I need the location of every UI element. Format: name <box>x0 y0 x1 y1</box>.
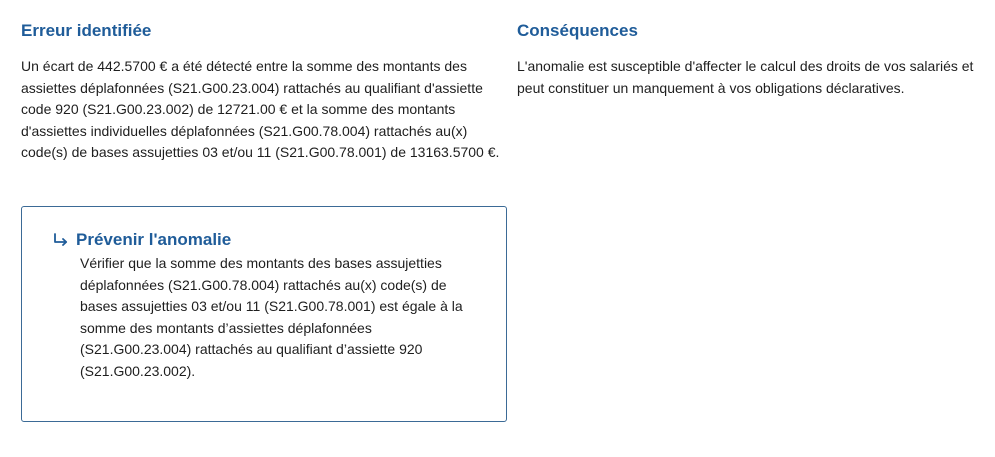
consequences-section <box>517 20 989 99</box>
prevent-anomaly-title: Prévenir l'anomalie <box>76 230 232 249</box>
error-title: Erreur identifiée <box>21 21 152 40</box>
prevent-anomaly-content <box>55 229 475 383</box>
prevent-anomaly-header <box>51 229 475 251</box>
error-section <box>21 20 511 164</box>
prevent-anomaly-description: Vérifier que la somme des montants des bases assujetties déplafonnées (S21.G00.78.004) rattachés au(x) code(s) de bases assujetties 03 et/ou 11 (S21.G00.78.001) est égale à la somme des montants d’assiettes déplafonnées (S21.G00.23.004) rattachés au qualifiant d’assiette 920 (S21.G00.23.002). <box>80 255 463 379</box>
consequences-description: L'anomalie est susceptible d'affecter le calcul des droits de vos salariés et peut constituer un manquement à vos obligations déclaratives. <box>517 58 974 96</box>
return-arrow-icon <box>51 231 71 249</box>
prevent-anomaly-box <box>21 206 507 422</box>
error-description: Un écart de 442.5700 € a été détecté entre la somme des montants des assiettes déplafonnées (S21.G00.23.004) rattachés au qualifiant d'assiette code 920 (S21.G00.23.002) de 12721.00 € et la somme des montants d'assiettes individuelles déplafonnées (S21.G00.78.004) rattachés au(x) code(s) de bases assujetties 03 et/ou 11 (S21.G00.78.001) de 13163.5700 €. <box>21 58 500 161</box>
consequences-title: Conséquences <box>517 21 638 40</box>
